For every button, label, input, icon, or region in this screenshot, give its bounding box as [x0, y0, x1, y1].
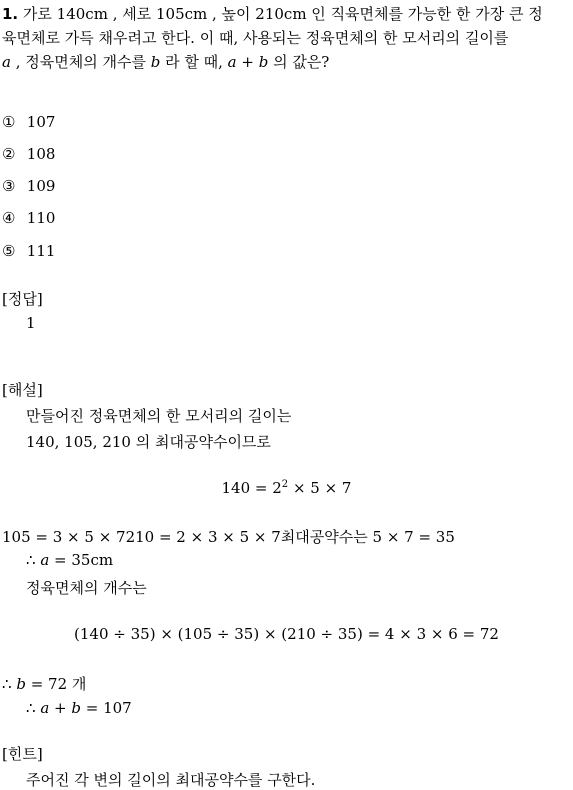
value-part: = 107: [80, 699, 132, 717]
value-part: = 35cm: [49, 551, 114, 569]
option-2[interactable]: [2, 145, 55, 163]
option-marker: ⑤: [2, 242, 16, 260]
option-value: 110: [26, 209, 56, 227]
therefore-sign: ∴: [26, 551, 41, 569]
equation-2: 105 = 3 × 5 × 7210 = 2 × 3 × 5 × 7최대공약수는 5 × 7 = 35: [2, 528, 455, 546]
var-a: a: [2, 53, 11, 71]
equation-part: 140 = 2: [221, 479, 282, 497]
question-line-3-part: , 정육면체의 개수를: [10, 53, 151, 71]
hint-text: 주어진 각 변의 길이의 최대공약수를 구한다.: [26, 771, 316, 789]
explanation-line-3: [26, 551, 113, 569]
answer-label: [정답]: [2, 290, 43, 308]
option-marker: ③: [2, 177, 16, 195]
var-a: a: [40, 551, 50, 569]
explanation-line-2: 140, 105, 210 의 최대공약수이므로: [26, 433, 271, 451]
equation-3: (140 ÷ 35) × (105 ÷ 35) × (210 ÷ 35) = 4 × 3 × 6 = 72: [74, 625, 499, 643]
option-4[interactable]: [2, 209, 55, 227]
option-marker: ④: [2, 209, 16, 227]
option-marker: ②: [2, 145, 16, 163]
var-b: b: [16, 675, 26, 693]
option-marker: ①: [2, 113, 16, 131]
question-number: 1.: [2, 5, 19, 23]
exponent: 2: [281, 479, 289, 490]
hint-label: [힌트]: [2, 745, 43, 763]
option-value: 111: [26, 242, 56, 260]
option-value: 108: [26, 145, 56, 163]
equation-part: × 5 × 7: [288, 479, 352, 497]
option-value: 107: [26, 113, 56, 131]
therefore-sign: ∴: [2, 675, 17, 693]
question-line-3-part: 라 할 때,: [160, 53, 228, 71]
question-line-2: 육면체로 가득 채우려고 한다. 이 때, 사용되는 정육면체의 한 모서리의 길이를: [2, 29, 509, 47]
answer-value: 1: [26, 314, 36, 332]
explanation-label: [해설]: [2, 381, 43, 399]
value-part: = 72 개: [25, 675, 87, 693]
option-value: 109: [26, 177, 56, 195]
expr-a-plus-b: a + b: [227, 53, 269, 71]
option-3[interactable]: [2, 177, 55, 195]
var-b: b: [150, 53, 161, 71]
therefore-sign: ∴: [26, 699, 41, 717]
expr-a-plus-b: a + b: [40, 699, 81, 717]
option-5[interactable]: [2, 242, 55, 260]
explanation-line-4: 정육면체의 개수는: [26, 579, 147, 597]
explanation-line-1: 만들어진 정육면체의 한 모서리의 길이는: [26, 407, 292, 425]
explanation-line-6: [26, 699, 132, 717]
question-line-3-part: 의 값은?: [268, 53, 330, 71]
equation-1: [0, 479, 573, 497]
option-1[interactable]: [2, 113, 55, 131]
question-text: [2, 2, 570, 74]
explanation-line-5: [2, 673, 86, 694]
question-line-1: 가로 140cm , 세로 105cm , 높이 210cm 인 직육면체를 가능한 한 가장 큰 정: [22, 5, 543, 23]
